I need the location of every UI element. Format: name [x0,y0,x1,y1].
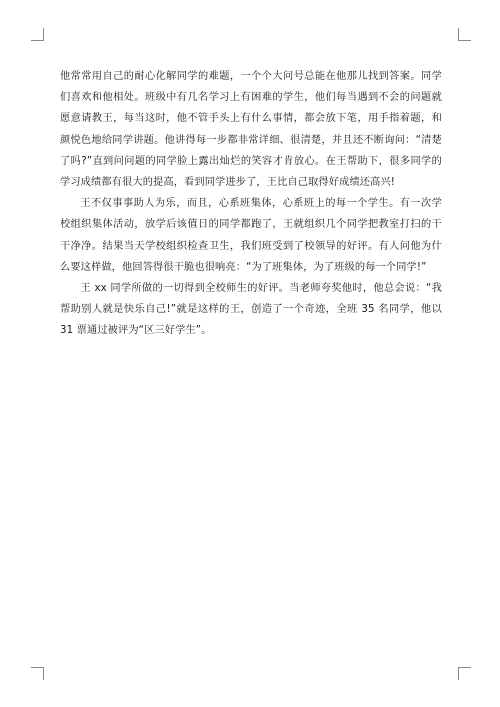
paragraph-1: 他常常用自己的耐心化解同学的难题，一个个大问号总能在他那儿找到答案。同学们喜欢和他相处。班级中有几名学习上有困难的学生，他们每当遇到不会的问题就愿意请教王，每当这时，他不管手头上有什么事情，都会放下笔，用手指着题，和颜悦色地给同学讲题。他讲得每一步都非常详细、很清楚，并且还不断询问：“清楚了吗?”直到问问题的同学脸上露出灿烂的笑容才肯放心。在王帮助下，很多同学的学习成绩都有很大的提高，看到同学进步了，王比自己取得好成绩还高兴! [60,71,442,189]
crop-mark-bottom-left [31,667,44,680]
document-body [60,66,442,342]
paragraph-3: 王 xx 同学所做的一切得到全校师生的好评。当老师夸奖他时，他总会说：“我帮助别人就是快乐自己!”就是这样的王，创造了一个奇迹，全班 35 名同学，他以 31 票通过被评为“区三好学生”。 [60,283,442,337]
crop-mark-bottom-right [458,667,471,680]
paragraph-2: 王不仅事事助人为乐，而且，心系班集体，心系班上的每一个学生。有一次学校组织集体活动，放学后该值日的同学都跑了，王就组织几个同学把教室打扫的干干净净。结果当天学校组织检查卫生，我们班受到了校领导的好评。有人问他为什么要这样做，他回答得很干脆也很响亮：“为了班集体，为了班级的每一个同学!” [60,198,442,273]
crop-mark-top-right [458,28,471,41]
crop-mark-top-left [31,28,44,41]
